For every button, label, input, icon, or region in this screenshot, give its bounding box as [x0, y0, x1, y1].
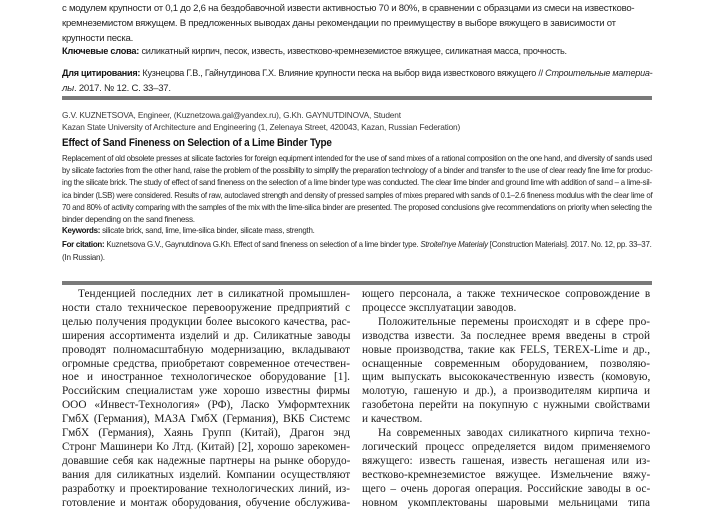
body-line: молотую, гашеную и др.), а производителям кирпича и: [362, 385, 650, 398]
ru-citation-journal-cont: лы: [62, 83, 74, 94]
russian-abstract-tail: [62, 1, 652, 46]
english-abstract: [62, 153, 652, 226]
en-abstract-line: Replacement of old obsolete presses at silicate factories for foreign equipment intended for the use of sand mixes of a rational composition on the one hand, and diversity of sands used: [62, 154, 652, 163]
english-article-title: Effect of Sand Fineness on Selection of a Lime Binder Type: [62, 137, 332, 149]
en-citation-label: For citation:: [62, 240, 105, 249]
body-line: логический процесс определяется видом применяемого: [362, 440, 651, 453]
body-line: щим выпускать высококачественную известь (комовую,: [362, 371, 651, 384]
en-citation-rest: [Construction Materials]. 2017. No. 12, pp. 33–37.: [487, 240, 652, 249]
ru-abstract-line: крупности песка.: [62, 33, 134, 44]
en-citation-text: Kuznetsova G.V., Gaynutdinova G.Kh. Effect of sand fineness on selection of a lime binder type.: [104, 240, 421, 249]
english-citation: [62, 239, 652, 264]
ru-citation-line-2: [62, 81, 171, 96]
en-citation-line-1: [62, 239, 652, 252]
en-keywords-label: Keywords:: [62, 226, 101, 235]
en-citation-journal: Stroitel'nye Materialy: [420, 240, 488, 249]
body-line: процессе эксплуатации заводов.: [362, 301, 517, 314]
body-line: разработку и проектирование технологических линий, из-: [62, 482, 350, 495]
body-line: вестково-кремнеземистое вяжущее. Измельчение вяжу-: [362, 468, 651, 481]
section-divider-bottom: [62, 281, 652, 285]
body-line: изводства извести. За последнее время введены в строй: [362, 329, 650, 342]
section-divider-top: [62, 96, 652, 100]
ru-citation-journal: Строительные материа-: [545, 68, 653, 79]
en-abstract-line: by silicate factories from the other hand, raise the problem of the possibility to simplify the preparation technology of a binder and transfer to the use of clear ready fine lime for produc-: [62, 166, 653, 176]
body-column-left: [62, 288, 350, 511]
en-keywords-text: silicate brick, sand, lime, lime-silica binder, silicate mass, strength.: [100, 226, 315, 235]
russian-keywords: [62, 45, 567, 59]
body-line: Стронг Машинери Ко Лтд. (Китай) [2], хорошо зарекомен-: [62, 440, 350, 453]
body-line: готовление и монтаж оборудования, обучение обслужива-: [62, 496, 351, 509]
en-abstract-line: ing the silicate brick. The study of effect of sand fineness on the selection of a lime binder type was conducted. The clear lime binder and ground lime with addition of sand – a lime-sil-: [62, 178, 652, 188]
body-line: и качеством.: [362, 413, 423, 426]
body-line: ООО «Инвест-Технология» (РФ), Ласко Умформтехник: [62, 399, 350, 412]
body-line: ГмбХ (Германия), Хаянь Групп (Китай), Драгон энд: [62, 427, 350, 440]
body-line: новые производства, такие как FELS, TEREX-Lime и др.,: [362, 343, 651, 356]
body-line: новном укомплектованы шаровыми мельницами типа: [362, 496, 650, 509]
english-keywords: [62, 225, 315, 237]
ru-abstract-line: с модулем крупности от 0,1 до 2,6 на бездобавочной извести активностью 70 и 80%, в сравнении с образцами из смеси на известково-: [62, 3, 635, 14]
english-affiliation: Kazan State University of Architecture and Engineering (1, Zelenaya Street, 420043, Kazan, Russian Federation): [62, 122, 461, 132]
body-line: ширения ассортимента изделий и др. Силикатные заводы: [62, 329, 351, 342]
body-line: ющего персонала, а также техническое сопровождение в: [362, 288, 651, 300]
body-line: вания для силикатных изделий. Компании осуществляют: [62, 468, 351, 481]
russian-citation: [62, 66, 652, 96]
body-line: довавшие себя как надежные партнеры на рынке оборудо-: [62, 454, 351, 467]
en-abstract-line: 70 and 80% of activity comparing with the samples of the mix with the lime-silica binder are presented. The proposed conclusions give recommendations on priority when selecting the: [62, 202, 652, 212]
ru-citation-label: Для цитирования:: [62, 68, 141, 79]
body-line: целью получения продукции более высокого качества, рас-: [62, 315, 351, 328]
en-abstract-line: ica binder (LSB) were considered. Results of raw, autoclaved strength and density of pressed samples of mixes prepared with sands of 0.1–2.6 fineness modulus with the clear lime of: [62, 190, 653, 200]
en-citation-line-2: (In Russian).: [62, 252, 105, 262]
ru-keywords-label: Ключевые слова:: [62, 46, 140, 57]
ru-citation-rest: . 2017. № 12. С. 33–37.: [73, 83, 171, 94]
body-line: Российским специалистам уже хорошо известны фирмы: [62, 385, 351, 398]
body-line: проводят полномасштабную модернизацию, вкладывают: [62, 343, 350, 356]
ru-keywords-text: силикатный кирпич, песок, известь, известково-кремнеземистое вяжущее, силикатная масса, прочность.: [139, 46, 567, 57]
en-abstract-line: binder depending on the sand fineness.: [62, 215, 195, 225]
body-line: Положительные перемены происходят и в сфере про-: [378, 315, 650, 328]
body-line: оснащенные современным оборудованием, позволяю-: [362, 357, 650, 370]
body-line: щего – очень дорогая операция. Российские заводы в ос-: [362, 482, 651, 495]
body-line: Тенденцией последних лет в силикатной промышлен-: [78, 288, 350, 300]
body-line: вяжущего: известь гашеная, известь негашеная или из-: [362, 454, 651, 467]
ru-citation-text: Кузнецова Г.В., Гайнутдинова Г.Х. Влияние крупности песка на выбор вида известкового вяжущего //: [140, 68, 546, 79]
body-line: ности стало техническое перевооружение предприятий с: [62, 301, 351, 314]
english-authors: G.V. KUZNETSOVA, Engineer, (Kuznetzowa.gal@yandex.ru), G.Kh. GAYNUTDINOVA, Student: [62, 110, 401, 120]
body-column-right: [362, 288, 650, 511]
body-line: ГмбХ (Германия), МАЗА ГмбХ (Германия), ВКБ Системс: [62, 413, 351, 426]
body-line: газобетона перейти на покупную с нужными свойствами: [362, 399, 650, 412]
body-line: На современных заводах силикатного кирпича техно-: [378, 427, 651, 440]
body-line: ное и иностранное технологическое оборудование [1].: [62, 371, 350, 384]
ru-citation-line-1: [62, 66, 652, 81]
ru-abstract-line: кремнеземистом вяжущем. В предложенных выводах даны рекомендации по преимуществу в выборе вяжущего в зависимости от: [62, 18, 616, 29]
body-line: огромные средства, приобретают современное отечествен-: [62, 357, 350, 370]
